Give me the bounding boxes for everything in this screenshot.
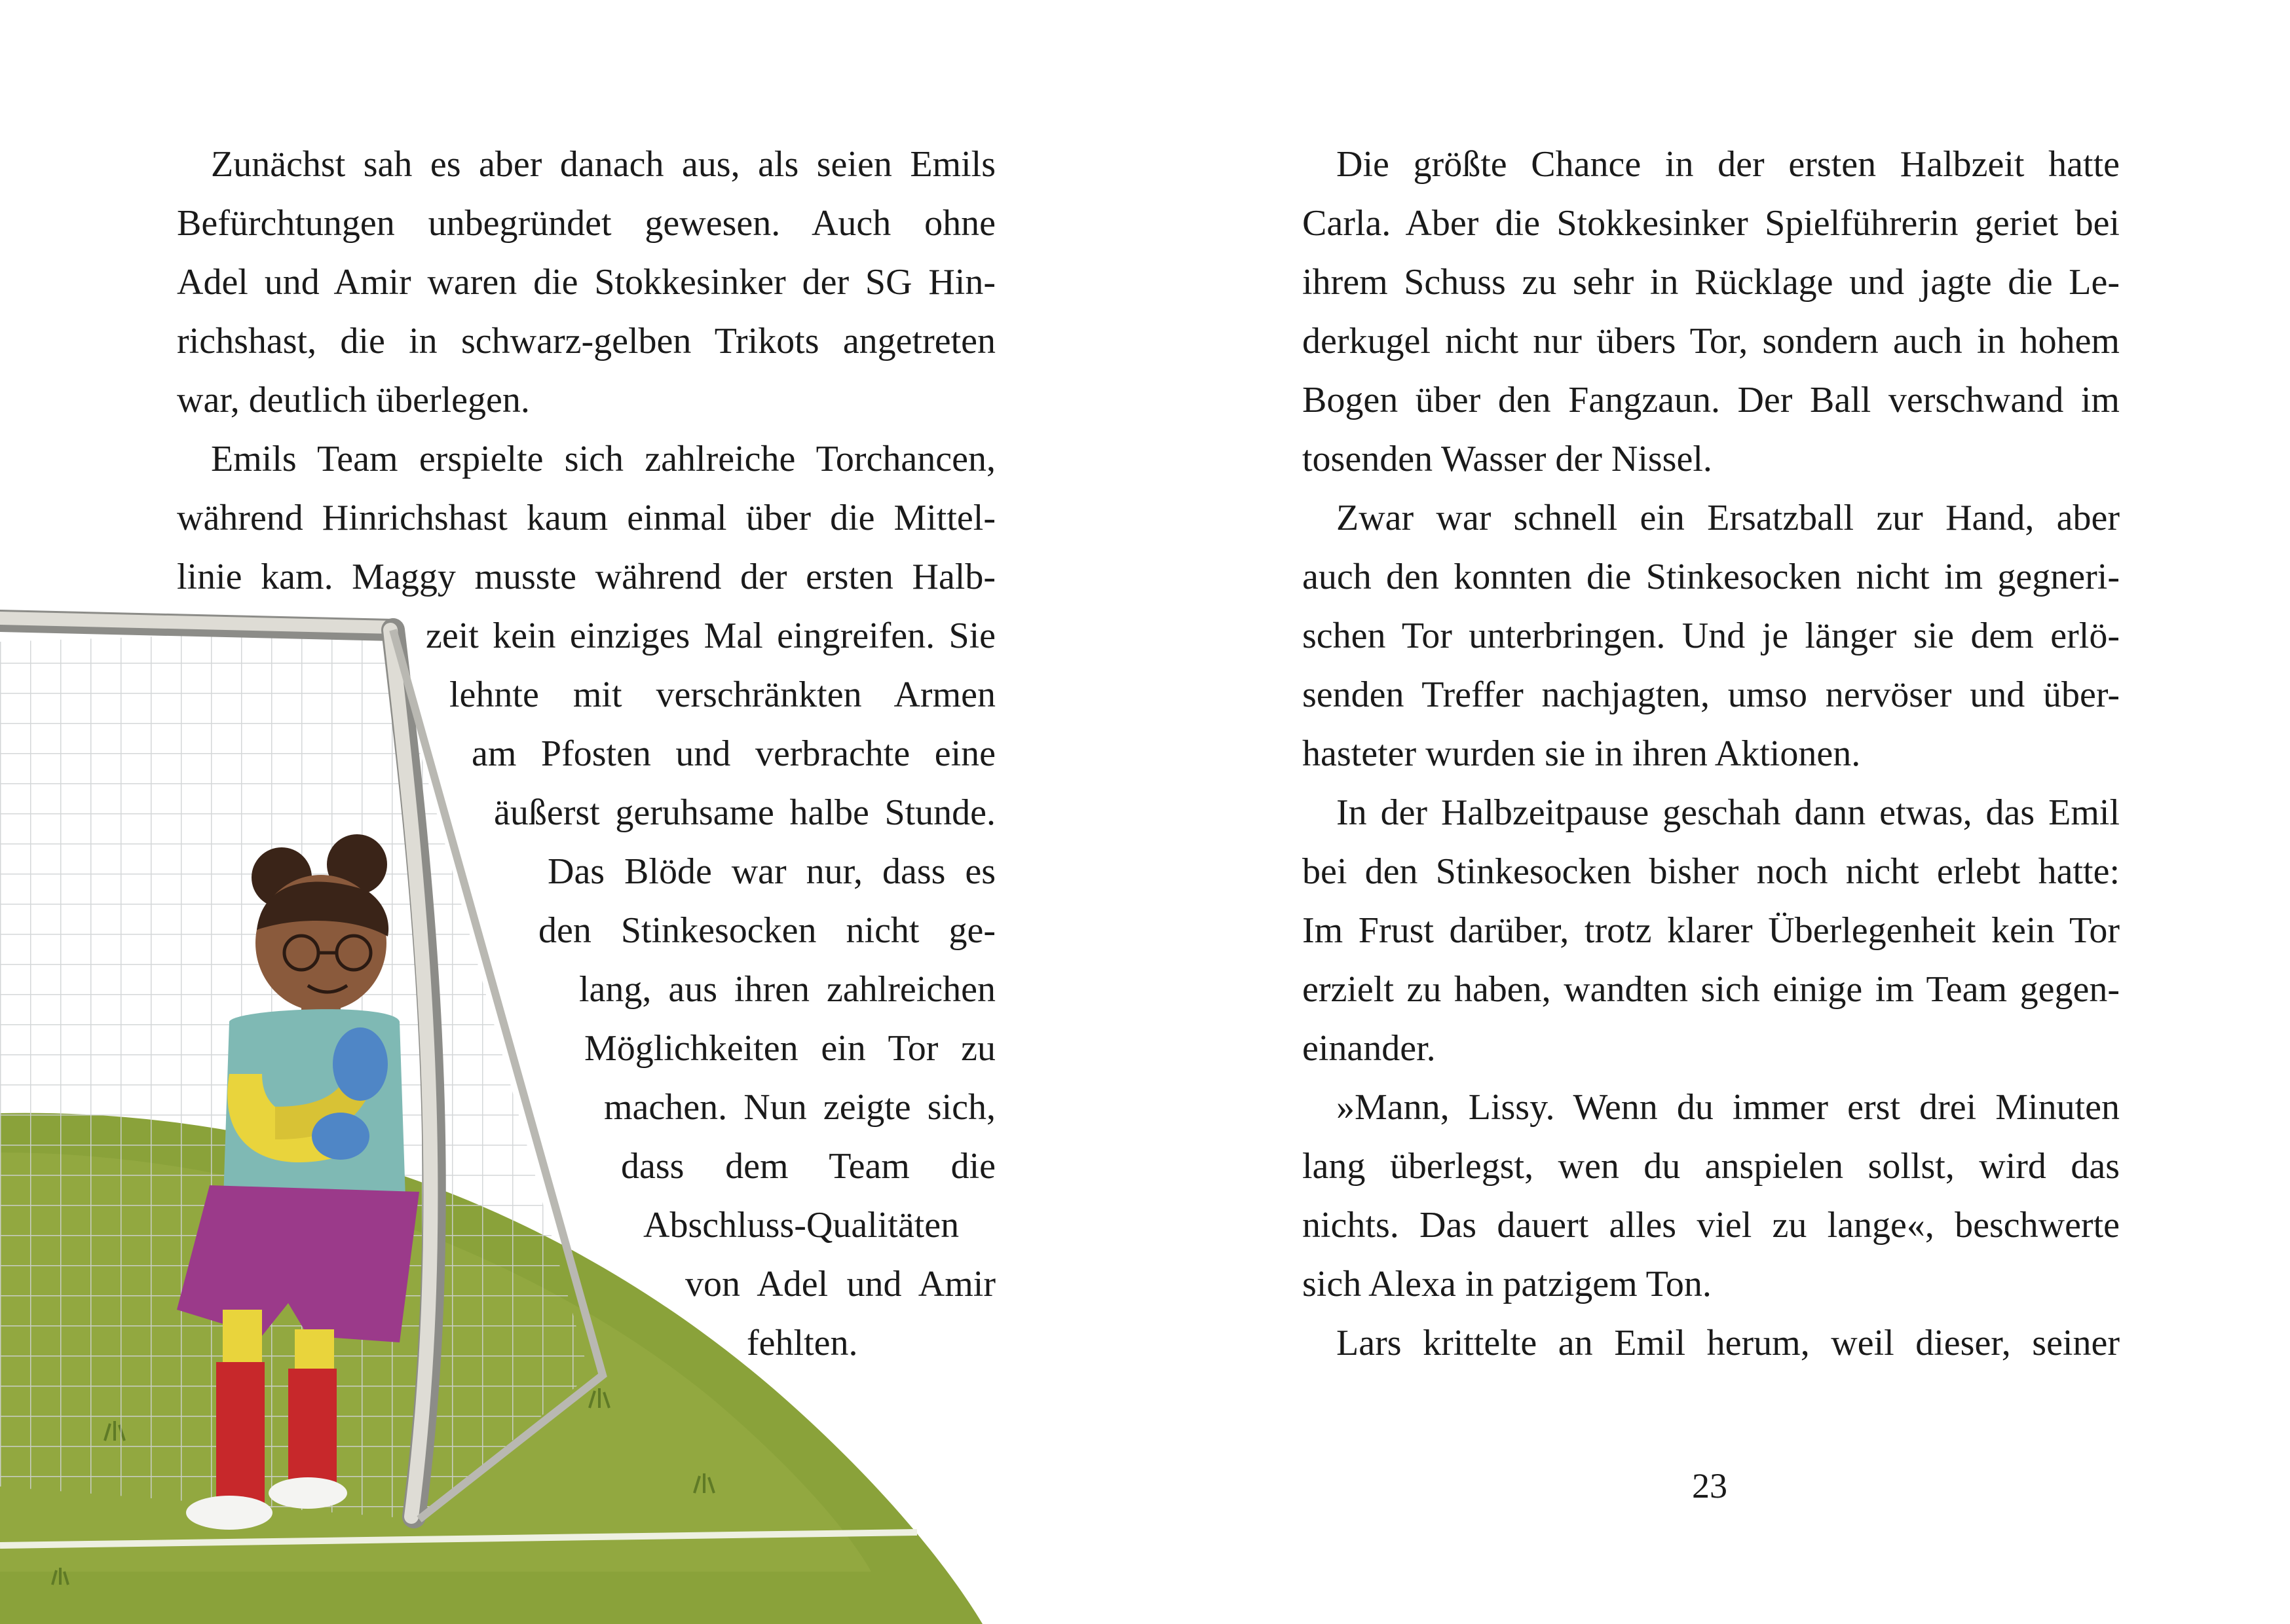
text-line: bei den Stinkesocken bisher noch nicht erlebt hatte: [1302, 851, 2120, 892]
text-line: zeit kein einziges Mal eingreifen. Sie [426, 616, 996, 656]
text-line: lang überlegst, wen du anspielen sollst, wird das [1302, 1146, 2120, 1187]
text-line: lang, aus ihren zahlreichen [579, 969, 996, 1010]
text-line: fehlten. [747, 1323, 858, 1363]
text-line: Lars krittelte an Emil herum, weil dieser, seiner [1336, 1323, 2120, 1363]
text-line: Adel und Amir waren die Stokkesinker der SG Hin- [177, 262, 996, 303]
text-line: dass dem Team die [621, 1146, 996, 1187]
text-line: auch den konnten die Stinkesocken nicht im gegneri- [1302, 557, 2120, 597]
text-line: Bogen über den Fangzaun. Der Ball verschwand im [1302, 380, 2120, 420]
text-line: Die größte Chance in der ersten Halbzeit hatte [1336, 144, 2120, 185]
page-number: 23 [1692, 1466, 1727, 1505]
text-line: Das Blöde war nur, dass es [548, 851, 996, 892]
left-page-text [177, 135, 996, 1373]
text-line: senden Treffer nachjagten, umso nervöser und über- [1302, 674, 2120, 715]
text-line: schen Tor unterbringen. Und je länger sie dem erlö- [1302, 616, 2120, 656]
text-line: Zwar war schnell ein Ersatzball zur Hand, aber [1336, 498, 2120, 538]
text-line: Im Frust darüber, trotz klarer Überlegenheit kein Tor [1302, 910, 2120, 951]
text-line: Emils Team erspielte sich zahlreiche Torchancen, [211, 439, 996, 479]
text-line: war, deutlich überlegen. [177, 380, 530, 420]
text-line: äußerst geruhsame halbe Stunde. [494, 792, 996, 833]
sock-left [216, 1362, 265, 1506]
text-line: Möglichkeiten ein Tor zu [584, 1028, 996, 1069]
text-line: während Hinrichshast kaum einmal über die Mittel- [177, 498, 996, 538]
text-line: erzielt zu haben, wandten sich einige im Team gegen- [1302, 969, 2120, 1010]
text-line: Abschluss-Qualitäten [643, 1205, 960, 1246]
text-line: von Adel und Amir [685, 1264, 996, 1304]
text-line: Befürchtungen unbegründet gewesen. Auch ohne [177, 203, 996, 244]
text-line: den Stinkesocken nicht ge- [538, 910, 996, 951]
shoe-right [269, 1477, 347, 1509]
text-line: derkugel nicht nur übers Tor, sondern auch in hohem [1302, 321, 2120, 361]
shoe-left [186, 1496, 272, 1530]
text-line: Zunächst sah es aber danach aus, als seien Emils [211, 144, 996, 185]
text-line: richshast, die in schwarz-gelben Trikots angetreten [177, 321, 996, 361]
text-line: Carla. Aber die Stokkesinker Spielführerin geriet bei [1302, 203, 2120, 244]
text-line: tosenden Wasser der Nissel. [1302, 439, 1712, 479]
text-line: einander. [1302, 1028, 1436, 1069]
text-line: linie kam. Maggy musste während der ersten Halb- [177, 557, 996, 597]
text-line: machen. Nun zeigte sich, [604, 1087, 996, 1128]
text-line: ihrem Schuss zu sehr in Rücklage und jagte die Le- [1302, 262, 2120, 303]
text-line: In der Halbzeitpause geschah dann etwas, das Emil [1336, 792, 2120, 833]
text-line: hasteter wurden sie in ihren Aktionen. [1302, 733, 1861, 774]
text-line: am Pfosten und verbrachte eine [472, 733, 996, 774]
text-line: lehnte mit verschränkten Armen [449, 674, 996, 715]
text-line: »Mann, Lissy. Wenn du immer erst drei Minuten [1336, 1087, 2120, 1128]
text-line: nichts. Das dauert alles viel zu lange«, beschwerte [1302, 1205, 2120, 1246]
right-page-text [1302, 135, 2120, 1373]
text-line: sich Alexa in patzigem Ton. [1302, 1264, 1712, 1304]
